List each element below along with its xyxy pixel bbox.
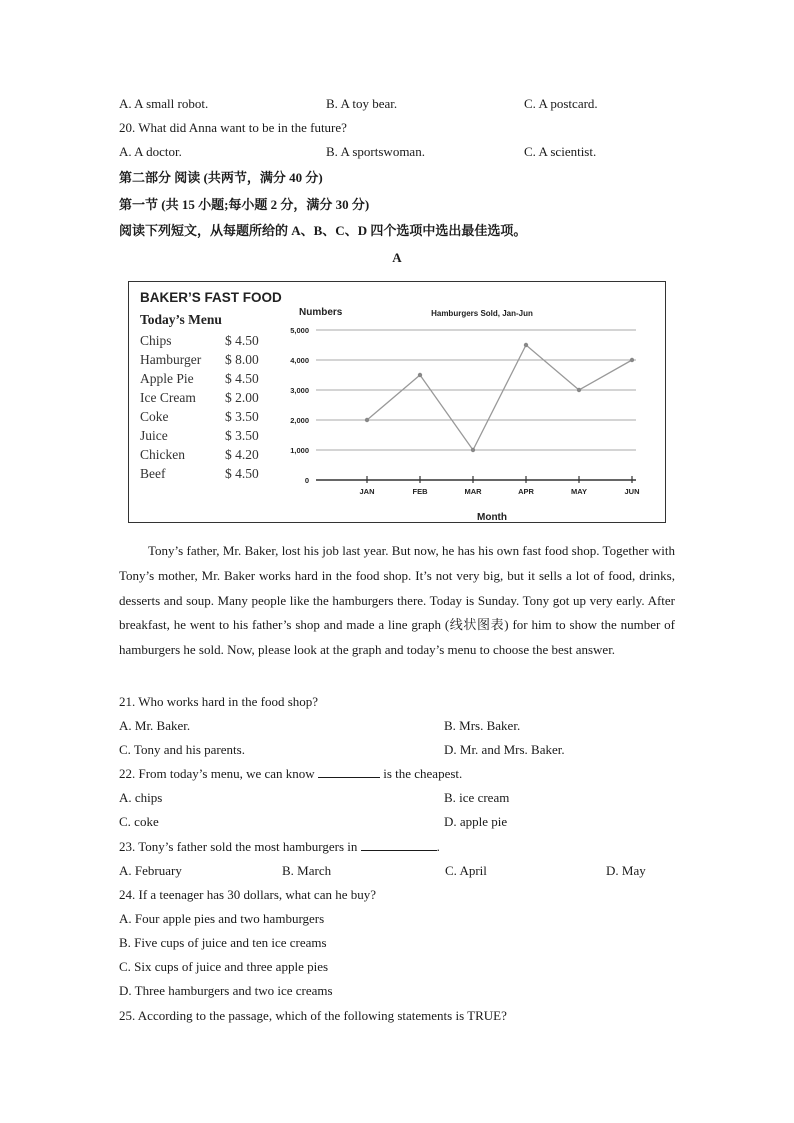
chart-series-line (367, 345, 632, 450)
chart-title: Hamburgers Sold, Jan-Jun (431, 309, 533, 318)
chart-x-tick-label: FEB (412, 487, 428, 496)
menu-item-price: $ 4.50 (225, 333, 259, 348)
q24-option-c: C. Six cups of juice and three apple pies (119, 959, 329, 974)
q20-option-c: C. A scientist. (524, 144, 597, 159)
q20-option-b: B. A sportswoman. (326, 144, 425, 159)
menu-item-name: Chicken (140, 447, 185, 462)
q23-question (119, 838, 440, 856)
menu-item-name: Ice Cream (140, 390, 196, 405)
q23-question-post: . (436, 839, 440, 854)
menu-title: BAKER’S FAST FOOD (140, 290, 282, 305)
chart-x-tick-label: MAR (464, 487, 482, 496)
chart-data-point (577, 388, 581, 392)
menu-item-name: Hamburger (140, 352, 202, 367)
q22-answer-blank (318, 765, 380, 778)
chart-x-tick-label: APR (518, 487, 534, 496)
menu-item-price: $ 3.50 (225, 428, 259, 443)
menu-and-chart-figure (128, 281, 666, 523)
q23-option-d: D. May (606, 863, 646, 878)
q22-option-c: C. coke (119, 814, 159, 829)
q22-option-d: D. apple pie (444, 814, 508, 829)
chart-x-tick-label: JAN (359, 487, 375, 496)
section-sub-heading: 第一节 (共 15 小题;每小题 2 分，满分 30 分) (119, 197, 370, 212)
q21-option-c: C. Tony and his parents. (119, 742, 245, 757)
menu-item-price: $ 3.50 (225, 409, 259, 424)
menu-item-name: Chips (140, 333, 172, 348)
menu-item-name: Coke (140, 409, 169, 424)
q22-question (119, 765, 462, 783)
chart-data-point (365, 418, 369, 422)
menu-item-price: $ 4.50 (225, 371, 259, 386)
passage-label: A (392, 250, 402, 265)
chart-y-axis-label: Numbers (299, 307, 343, 318)
q21-option-d: D. Mr. and Mrs. Baker. (444, 742, 565, 757)
q24-question: 24. If a teenager has 30 dollars, what can he buy? (119, 887, 377, 902)
section-part-heading: 第二部分 阅读 (共两节，满分 40 分) (119, 170, 323, 185)
menu-item-price: $ 4.20 (225, 447, 259, 462)
q21-option-a: A. Mr. Baker. (119, 718, 191, 733)
passage-text-block (119, 539, 675, 663)
passage-paragraph: Tony’s father, Mr. Baker, lost his job last year. But now, he has his own fast food shop. Together with Tony’s mother, Mr. Baker works hard in the food shop. It’s not very big, but it sells a lot of food, drinks, desserts and soup. Many people like the hamburgers there. Today is Sunday. Tony got up very early. After breakfast, he went to his father’s shop and made a line graph (线状图表) for him to show the number of hamburgers he sold. Now, please look at the graph and today’s menu to choose the best answer. (119, 543, 675, 658)
q21-option-b: B. Mrs. Baker. (444, 718, 521, 733)
q22-option-b: B. ice cream (444, 790, 510, 805)
q22-option-a: A. chips (119, 790, 163, 805)
menu-item-price: $ 4.50 (225, 466, 259, 481)
q25-question: 25. According to the passage, which of the following statements is TRUE? (119, 1008, 507, 1023)
chart-y-tick-label: 1,000 (290, 446, 309, 455)
chart-x-tick-label: JUN (624, 487, 640, 496)
q19-option-a: A. A small robot. (119, 96, 209, 111)
chart-x-axis-label: Month (477, 512, 507, 520)
q23-answer-blank (361, 838, 437, 851)
chart-data-point (524, 343, 528, 347)
q24-option-a: A. Four apple pies and two hamburgers (119, 911, 325, 926)
q22-question-post: is the cheapest. (383, 766, 463, 781)
chart-y-tick-label: 5,000 (290, 326, 309, 335)
q20-option-a: A. A doctor. (119, 144, 182, 159)
q23-option-a: A. February (119, 863, 182, 878)
q24-option-b: B. Five cups of juice and ten ice creams (119, 935, 327, 950)
hamburger-line-chart (279, 298, 659, 520)
q20-question: 20. What did Anna want to be in the future? (119, 120, 347, 135)
q23-option-b: B. March (282, 863, 332, 878)
chart-y-tick-label: 4,000 (290, 356, 309, 365)
q19-option-c: C. A postcard. (524, 96, 598, 111)
menu-item-name: Apple Pie (140, 371, 194, 386)
menu-item-name: Juice (140, 428, 168, 443)
chart-data-point (630, 358, 634, 362)
section-instruction: 阅读下列短文，从每题所给的 A、B、C、D 四个选项中选出最佳选项。 (119, 223, 527, 238)
q22-question-pre: 22. From today’s menu, we can know (119, 766, 315, 781)
q23-question-pre: 23. Tony’s father sold the most hamburgers in (119, 839, 358, 854)
chart-y-tick-label: 2,000 (290, 416, 309, 425)
menu-item-price: $ 8.00 (225, 352, 259, 367)
q19-option-b: B. A toy bear. (326, 96, 398, 111)
q21-question: 21. Who works hard in the food shop? (119, 694, 319, 709)
chart-y-tick-label: 0 (304, 476, 309, 485)
q24-option-d: D. Three hamburgers and two ice creams (119, 983, 333, 998)
chart-data-point (471, 448, 475, 452)
menu-subtitle: Today’s Menu (140, 312, 222, 327)
chart-data-point (418, 373, 422, 377)
chart-y-tick-label: 3,000 (290, 386, 309, 395)
menu-item-name: Beef (140, 466, 166, 481)
chart-x-tick-label: MAY (571, 487, 587, 496)
q23-option-c: C. April (445, 863, 487, 878)
menu-item-price: $ 2.00 (225, 390, 259, 405)
